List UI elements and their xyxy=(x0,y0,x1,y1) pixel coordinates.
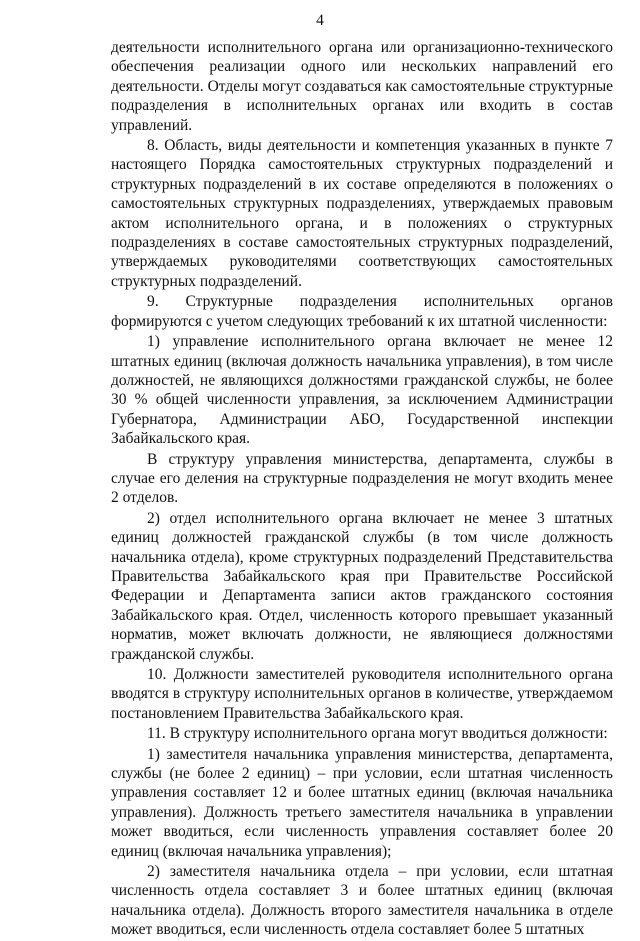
paragraph-item-11-2: 2) заместителя начальника отдела – при условии, если штатная численность отдела составляет 3 и более штатных единиц (включая начальника отдела). Должность второго заместителя начальника в отделе может вводиться, если численность отдела составляет более 5 штатных xyxy=(111,863,613,939)
paragraph-item-9: 9. Структурные подразделения исполнительных органов формируются с учетом следующих требований к их штатной численности: xyxy=(111,293,613,330)
document-body xyxy=(111,38,613,941)
paragraph-item-11-1: 1) заместителя начальника управления министерства, департамента, службы (не более 2 единиц) – при условии, если штатная численность управления составляет 12 и более штатных единиц (включая начальника управления). Должность третьего заместителя начальника в управлении может вводиться, если численность управления составляет более 20 единиц (включая начальника управления); xyxy=(111,745,613,860)
paragraph-management-structure: В структуру управления министерства, департамента, службы в случае его деления на структурные подразделения не могут входить менее 2 отделов. xyxy=(111,450,613,507)
paragraph-item-9-1: 1) управление исполнительного органа включает не менее 12 штатных единиц (включая должность начальника управления), в том числе должностей, не являющихся должностями гражданской службы, не более 30 % общей численности управления, за исключением Администрации Губернатора, Администрации АБО, Государственной инспекции Забайкальского края. xyxy=(111,333,613,448)
paragraph-item-9-2: 2) отдел исполнительного органа включает не менее 3 штатных единиц должностей гражданской службы (в том числе должность начальника отдела), кроме структурных подразделений Представительства Правительства Забайкальского края при Правительстве Российской Федерации и Департамента записи актов гражданского состояния Забайкальского края. Отдел, численность которого превышает указанный норматив, может включать должности, не являющиеся должностями гражданской службы. xyxy=(111,509,613,663)
page-number: 4 xyxy=(316,12,324,29)
paragraph-item-11: 11. В структуру исполнительного органа могут вводиться должности: xyxy=(147,725,608,743)
paragraph-item-8: 8. Область, виды деятельности и компетенция указанных в пункте 7 настоящего Порядка самостоятельных структурных подразделений и структурных подразделений в их составе определяются в положениях о самостоятельных структурных подразделениях, утверждаемых правовым актом исполнительного органа, и в положениях о структурных подразделениях в составе самостоятельных структурных подразделений, утверждаемых руководителями соответствующих самостоятельных структурных подразделений. xyxy=(111,137,613,290)
paragraph-item-10: 10. Должности заместителей руководителя исполнительного органа вводятся в структуру исполнительных органов в количестве, утверждаемом постановлением Правительства Забайкальского края. xyxy=(111,666,613,722)
paragraph-continuation: деятельности исполнительного органа или организационно-технического обеспечения реализации одного или нескольких направлений его деятельности. Отделы могут создаваться как самостоятельные структурные подразделения в исполнительных органах или входить в состав управлений. xyxy=(111,39,613,134)
